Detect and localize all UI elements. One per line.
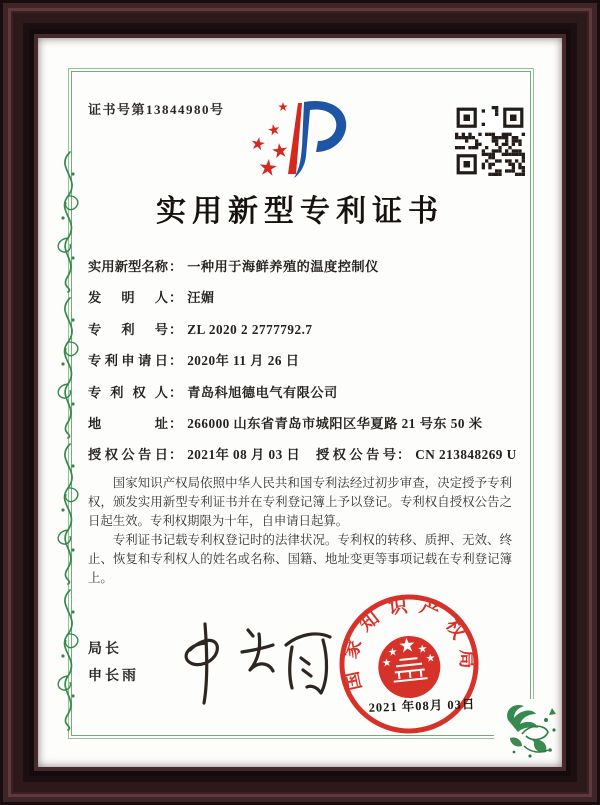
- certificate-title: 实用新型专利证书: [156, 195, 444, 228]
- flourish-ornament-left: [50, 148, 86, 732]
- field-row-name: 实用新型名称 ： 一种用于海鲜养殖的温度控制仪: [88, 256, 518, 276]
- certificate-fields: [88, 256, 518, 476]
- certificate-number: 证书号第13844980号: [88, 102, 225, 117]
- commissioner-signature: [160, 610, 340, 710]
- cnipa-patent-logo-icon: [246, 94, 358, 184]
- field-value: 2021年 08 月 03 日: [187, 447, 301, 463]
- field-label: 地址: [88, 415, 168, 431]
- field-row-patent-no: 专利号 ： ZL 2020 2 2777792.7: [88, 319, 518, 339]
- field-label: 专利申请日: [88, 353, 168, 369]
- field-value: 2020年 11 月 26 日: [187, 353, 300, 369]
- legal-paragraph-2: 专利证书记载专利权登记时的法律状况。专利权的转移、质押、无效、终止、恢复和专利权人的姓名或名称、国籍、地址变更等事项记载在专利登记簿上。: [88, 532, 512, 585]
- field-value: 一种用于海鲜养殖的温度控制仪: [187, 259, 379, 274]
- field-row-filing-date: 专利申请日 ： 2020年 11 月 26 日: [88, 350, 518, 370]
- qr-code-icon: [455, 106, 525, 176]
- field-row-grant: 授权公告日 ： 2021年 08 月 03 日 授权公告号 ： CN 213848269 U: [88, 444, 518, 464]
- field-value: 青岛科旭德电气有限公司: [187, 384, 338, 400]
- commissioner-name: 申长雨: [88, 669, 139, 684]
- legal-paragraph-1: 国家知识产权局依照中华人民共和国专利法经过初步审查，决定授予专利权，颁发实用新型专利证书并在专利登记簿上予以登记。专利权自授权公告之日起生效。专利权期限为十年，自申请日起算。: [88, 476, 512, 528]
- field-label: 授权公告日: [88, 447, 168, 463]
- commissioner-block: [88, 636, 139, 690]
- field-label: 发明人: [88, 290, 168, 306]
- field-label: 授权公告号: [316, 447, 396, 463]
- field-row-address: 地址 ： 266000 山东省青岛市城阳区华夏路 21 号东 50 米: [88, 413, 518, 433]
- field-value: 266000 山东省青岛市城阳区华夏路 21 号东 50 米: [187, 415, 483, 431]
- field-label: 专利权人: [88, 384, 168, 400]
- field-row-inventor: 发明人 ： 汪媚: [88, 287, 518, 307]
- field-value: CN 213848269 U: [415, 447, 517, 463]
- seal-date: 2021 年08月 03日: [368, 697, 476, 715]
- seal-text: 国家知识产权局: [339, 594, 478, 693]
- field-label: 专利号: [88, 321, 168, 337]
- field-value: 汪媚: [187, 290, 215, 306]
- field-row-patentee: 专利权人 ： 青岛科旭德电气有限公司: [88, 382, 518, 402]
- floral-corner-ornament: [502, 700, 562, 762]
- legal-text: [88, 474, 512, 587]
- field-value: ZL 2020 2 2777792.7: [187, 321, 313, 337]
- commissioner-title: 局长: [88, 642, 122, 657]
- field-label: 实用新型名称: [88, 259, 168, 274]
